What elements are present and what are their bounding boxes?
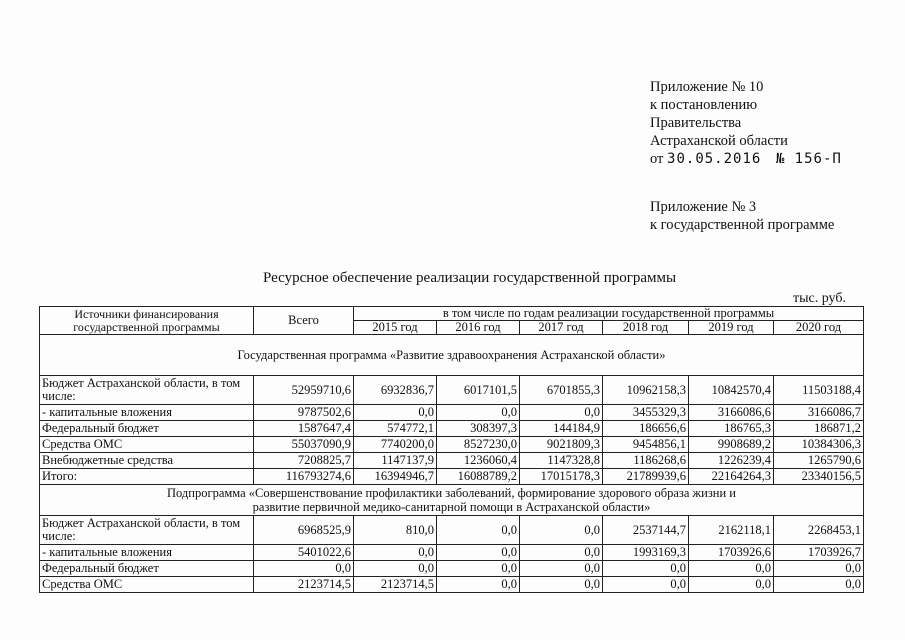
program-title: Государственная программа «Развитие здравоохранения Астраханской области»: [40, 335, 864, 376]
row-source: Бюджет Астраханской области, в том числе:: [40, 376, 254, 405]
row-year-value: 0,0: [520, 577, 603, 593]
row-year-value: 186765,3: [689, 421, 774, 437]
row-year-value: 0,0: [520, 405, 603, 421]
row-year-value: 9021809,3: [520, 437, 603, 453]
table-row: [40, 405, 864, 421]
row-year-value: 3166086,7: [774, 405, 864, 421]
row-year-value: 1265790,6: [774, 453, 864, 469]
row-year-value: 22164264,3: [689, 469, 774, 485]
row-year-value: 0,0: [774, 577, 864, 593]
header-total: Всего: [254, 307, 354, 335]
row-total: 2123714,5: [254, 577, 354, 593]
row-year-value: 6017101,5: [437, 376, 520, 405]
row-year-value: 6932836,7: [354, 376, 437, 405]
header-year: 2020 год: [774, 321, 864, 335]
table-row: [40, 437, 864, 453]
date-prefix: от: [650, 151, 664, 167]
unit-label: тыс. руб.: [793, 291, 846, 306]
row-year-value: 1993169,3: [603, 545, 689, 561]
subprogram-title: [40, 485, 864, 516]
row-year-value: 0,0: [354, 561, 437, 577]
row-year-value: 8527230,0: [437, 437, 520, 453]
row-source: Средства ОМС: [40, 437, 254, 453]
row-year-value: 3166086,6: [689, 405, 774, 421]
row-year-value: 21789939,6: [603, 469, 689, 485]
row-year-value: 144184,9: [520, 421, 603, 437]
row-year-value: 1147328,8: [520, 453, 603, 469]
appendix-10-line3: Правительства: [650, 115, 742, 131]
row-year-value: 11503188,4: [774, 376, 864, 405]
row-year-value: 308397,3: [437, 421, 520, 437]
row-year-value: 0,0: [689, 561, 774, 577]
table-row: [40, 577, 864, 593]
row-year-value: 1147137,9: [354, 453, 437, 469]
row-year-value: 16088789,2: [437, 469, 520, 485]
decree-number: № 156-П: [775, 151, 842, 167]
row-total: 0,0: [254, 561, 354, 577]
appendix-3-block: [650, 198, 834, 234]
row-year-value: 9454856,1: [603, 437, 689, 453]
row-total: 116793274,6: [254, 469, 354, 485]
row-year-value: 10384306,3: [774, 437, 864, 453]
program-section: [40, 335, 864, 485]
row-year-value: 0,0: [603, 561, 689, 577]
row-year-value: 0,0: [520, 561, 603, 577]
header-year: 2018 год: [603, 321, 689, 335]
row-year-value: 6701855,3: [520, 376, 603, 405]
row-source: - капитальные вложения: [40, 545, 254, 561]
row-total: 5401022,6: [254, 545, 354, 561]
row-source: Итого:: [40, 469, 254, 485]
row-year-value: 810,0: [354, 516, 437, 545]
row-year-value: 16394946,7: [354, 469, 437, 485]
header-year: 2016 год: [437, 321, 520, 335]
row-total: 7208825,7: [254, 453, 354, 469]
row-year-value: 10962158,3: [603, 376, 689, 405]
subprogram-title-line1: Подпрограмма «Совершенствование профилактики заболеваний, формирование здорового образа жизни и: [167, 486, 736, 500]
table-row: [40, 453, 864, 469]
appendix-10-line2: к постановлению: [650, 97, 758, 113]
header-year: 2015 год: [354, 321, 437, 335]
row-year-value: 186871,2: [774, 421, 864, 437]
row-total: 52959710,6: [254, 376, 354, 405]
row-year-value: 3455329,3: [603, 405, 689, 421]
row-year-value: 1703926,7: [774, 545, 864, 561]
row-year-value: 1703926,6: [689, 545, 774, 561]
row-source: - капитальные вложения: [40, 405, 254, 421]
row-source: Федеральный бюджет: [40, 421, 254, 437]
row-year-value: 0,0: [437, 545, 520, 561]
row-year-value: 0,0: [437, 405, 520, 421]
row-year-value: 2268453,1: [774, 516, 864, 545]
row-year-value: 23340156,5: [774, 469, 864, 485]
row-year-value: 0,0: [354, 405, 437, 421]
decree-date: 30.05.2016: [667, 151, 762, 167]
table-row: [40, 376, 864, 405]
table-row: [40, 561, 864, 577]
appendix-3-line2: к государственной программе: [650, 217, 835, 233]
row-total: 1587647,4: [254, 421, 354, 437]
row-year-value: 0,0: [774, 561, 864, 577]
header-year: 2019 год: [689, 321, 774, 335]
row-total: 9787502,6: [254, 405, 354, 421]
appendix-10-block: [650, 78, 842, 168]
row-source: Внебюджетные средства: [40, 453, 254, 469]
row-year-value: 0,0: [354, 545, 437, 561]
funding-table: [39, 306, 864, 593]
row-year-value: 0,0: [437, 561, 520, 577]
row-year-value: 2537144,7: [603, 516, 689, 545]
appendix-3-title: Приложение № 3: [650, 199, 757, 215]
table-row-total: [40, 469, 864, 485]
row-source: Бюджет Астраханской области, в том числе:: [40, 516, 254, 545]
row-year-value: 1186268,6: [603, 453, 689, 469]
row-year-value: 2162118,1: [689, 516, 774, 545]
row-year-value: 17015178,3: [520, 469, 603, 485]
row-year-value: 7740200,0: [354, 437, 437, 453]
row-year-value: 0,0: [520, 516, 603, 545]
table-row: [40, 545, 864, 561]
row-year-value: 10842570,4: [689, 376, 774, 405]
row-total: 6968525,9: [254, 516, 354, 545]
row-year-value: 9908689,2: [689, 437, 774, 453]
row-source: Средства ОМС: [40, 577, 254, 593]
row-year-value: 1236060,4: [437, 453, 520, 469]
header-years-caption: в том числе по годам реализации государственной программы: [354, 307, 864, 321]
header-year: 2017 год: [520, 321, 603, 335]
row-source: Федеральный бюджет: [40, 561, 254, 577]
row-year-value: 574772,1: [354, 421, 437, 437]
subprogram-title-line2: развитие первичной медико-санитарной помощи в Астраханской области»: [252, 500, 651, 514]
document-title: Ресурсное обеспечение реализации государственной программы: [263, 270, 677, 286]
appendix-10-line4: Астраханской области: [650, 133, 788, 149]
row-total: 55037090,9: [254, 437, 354, 453]
row-year-value: 186656,6: [603, 421, 689, 437]
row-year-value: 0,0: [437, 516, 520, 545]
subprogram-section: [40, 485, 864, 593]
appendix-10-title: Приложение № 10: [650, 79, 764, 95]
row-year-value: 0,0: [689, 577, 774, 593]
header-source: Источники финансирования государственной программы: [40, 307, 254, 335]
appendix-10-date-line: [650, 150, 842, 168]
row-year-value: 0,0: [520, 545, 603, 561]
row-year-value: 0,0: [603, 577, 689, 593]
row-year-value: 0,0: [437, 577, 520, 593]
row-year-value: 1226239,4: [689, 453, 774, 469]
table-row: [40, 516, 864, 545]
table-row: [40, 421, 864, 437]
row-year-value: 2123714,5: [354, 577, 437, 593]
